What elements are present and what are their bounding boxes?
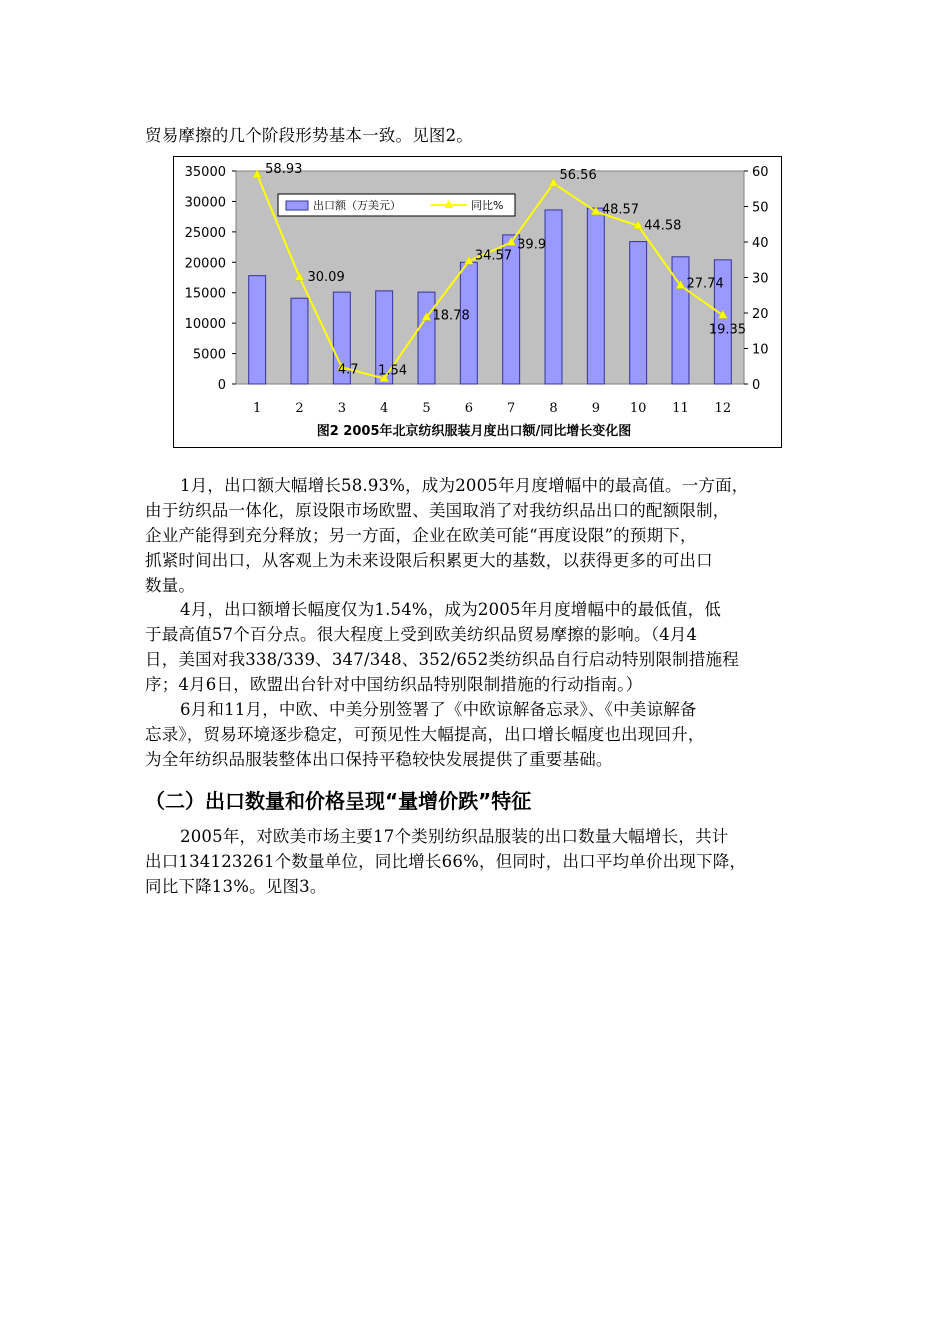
x-axis-label: 7 [507,401,516,416]
x-axis-label: 1 [253,401,262,416]
data-label: 39.9 [517,237,547,253]
data-label: 19.35 [708,322,747,338]
data-label: 44.58 [644,218,682,234]
data-label: 27.74 [686,276,724,292]
legend-label-bar: 出口额（万美元） [313,199,401,212]
x-axis-label: 10 [629,401,647,416]
x-axis-label: 12 [714,401,732,416]
paragraph-3-line: 6月和11月，中欧、中美分别签署了《中欧谅解备忘录》、《中美谅解备 [180,700,697,719]
paragraph-2-line: 日，美国对我338/339、347/348、352/652类纺织品自行启动特别限制措施程 [145,650,739,669]
paragraph-2-line: 4月，出口额增长幅度仅为1.54%，成为2005年月度增幅中的最低值，低 [180,600,722,619]
left-axis-tick-label: 25000 [184,225,226,241]
chart-svg [174,157,781,447]
left-axis-tick-label: 0 [217,378,226,393]
data-label: 34.57 [474,248,513,264]
right-axis-tick-label: 50 [752,200,769,216]
section-paragraph-line: 同比下降13%。见图3。 [145,877,327,896]
left-axis-tick-label: 15000 [184,286,226,302]
right-axis-tick-label: 10 [752,342,769,358]
right-axis-tick-label: 60 [752,165,769,180]
bar-export-value [418,292,435,384]
paragraph-1-line: 企业产能得到充分释放；另一方面，企业在欧美可能“再度设限”的预期下， [145,526,697,545]
data-label: 48.57 [601,202,640,218]
right-axis-tick-label: 0 [752,378,761,393]
right-axis-tick-label: 20 [752,307,769,322]
x-axis-label: 4 [380,401,389,416]
data-label: 58.93 [265,161,303,177]
bar-export-value [291,298,308,384]
intro-line: 贸易摩擦的几个阶段形势基本一致。见图2。 [145,126,473,145]
data-label: 30.09 [307,270,345,286]
bar-export-value [249,276,266,384]
paragraph-2-line: 于最高值57个百分点。很大程度上受到欧美纺织品贸易摩擦的影响。（4月4 [145,625,698,644]
left-axis-tick-label: 30000 [184,195,226,211]
right-axis-tick-label: 40 [752,236,769,251]
x-axis-label: 9 [591,401,600,416]
data-label: 18.78 [432,308,470,324]
left-axis-tick-label: 20000 [184,256,226,272]
legend-swatch-bar [286,201,308,210]
paragraph-1-line: 由于纺织品一体化，原设限市场欧盟、美国取消了对我纺织品出口的配额限制， [145,501,730,520]
bar-export-value [587,208,604,384]
paragraph-3-line: 为全年纺织品服装整体出口保持平稳较快发展提供了重要基础。 [145,750,613,769]
paragraph-1-line: 数量。 [145,576,196,595]
paragraph-1-line: 抓紧时间出口，从客观上为未来设限后积累更大的基数，以获得更多的可出口 [145,551,713,570]
chart-figure [173,156,782,448]
chart-caption: 图2 2005年北京纺织服装月度出口额/同比增长变化图 [316,424,632,439]
left-axis-tick-label: 35000 [184,165,226,180]
paragraph-3-line: 忘录》，贸易环境逐步稳定，可预见性大幅提高，出口增长幅度也出现回升， [145,725,705,744]
bar-export-value [630,242,647,384]
left-axis-tick-label: 5000 [192,347,226,363]
left-axis-tick-label: 10000 [184,317,226,333]
paragraph-1-line: 1月，出口额大幅增长58.93%，成为2005年月度增幅中的最高值。一方面， [180,476,749,495]
bar-export-value [545,210,562,384]
paragraph-2-line: 序；4月6日，欧盟出台针对中国纺织品特别限制措施的行动指南。） [145,675,643,694]
data-label: 56.56 [559,168,597,184]
legend-label-line: 同比% [471,199,504,212]
section-paragraph-line: 2005年，对欧美市场主要17个类别纺织品服装的出口数量大幅增长，共计 [180,827,729,846]
x-axis-label: 8 [549,401,558,416]
x-axis-label: 6 [464,401,473,416]
x-axis-label: 2 [295,401,304,416]
data-label: 4.7 [337,362,359,378]
x-axis-label: 5 [422,401,431,416]
data-label: 1.54 [378,363,408,379]
x-axis-label: 3 [337,401,346,416]
x-axis-label: 11 [672,401,689,416]
right-axis-tick-label: 30 [752,271,769,287]
section-paragraph-line: 出口134123261个数量单位，同比增长66%，但同时，出口平均单价出现下降， [145,852,747,871]
section-heading: （二）出口数量和价格呈现“量增价跌”特征 [145,789,532,813]
